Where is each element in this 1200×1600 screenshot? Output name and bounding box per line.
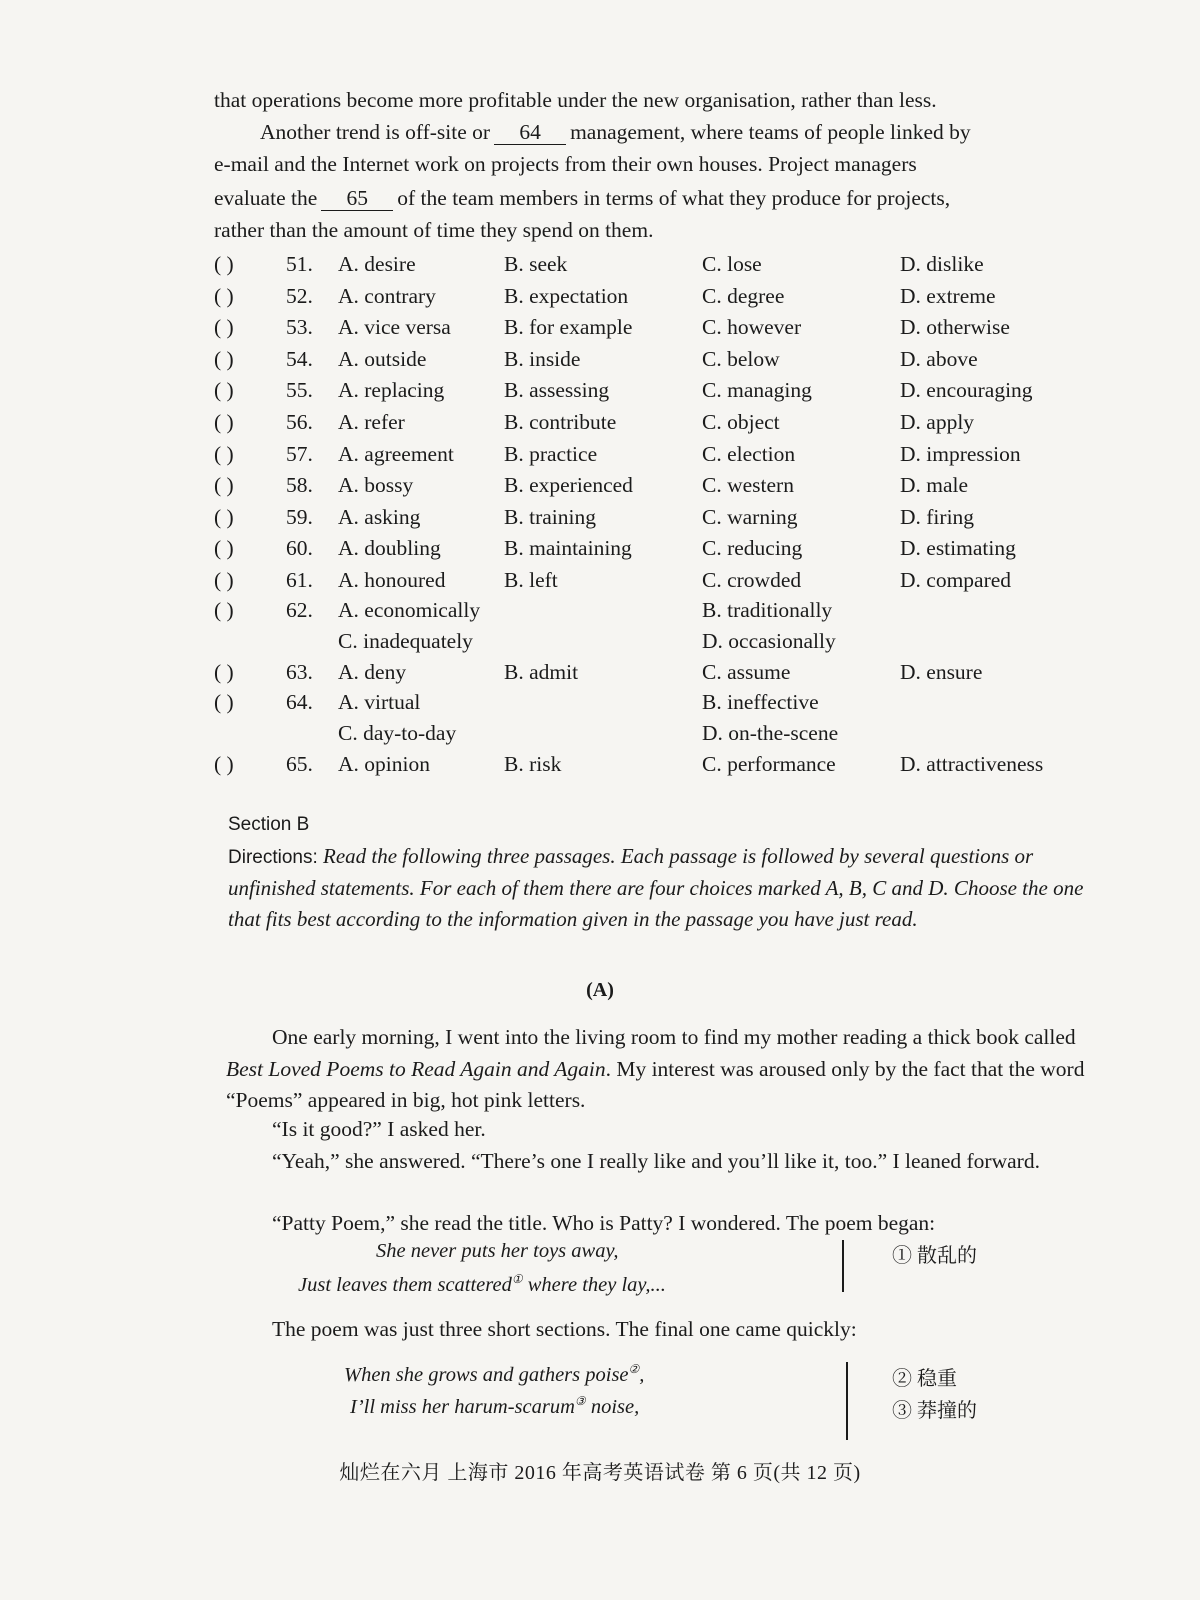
option-b: B. risk	[504, 752, 562, 776]
text-fragment: I’ll miss her harum-scarum	[350, 1395, 575, 1418]
option-b: B. maintaining	[504, 536, 632, 561]
option-c: C. however	[702, 315, 802, 340]
option-d: D. dislike	[900, 252, 984, 276]
option-b: B. assessing	[504, 378, 610, 403]
text-line: rather than the amount of time they spend on them.	[214, 218, 654, 242]
option-a: A. asking	[338, 504, 421, 529]
option-c: C. reducing	[702, 536, 803, 561]
answer-paren[interactable]: ( )	[214, 410, 234, 434]
poem-line: She never puts her toys away,	[376, 1240, 619, 1262]
passage-paragraph: “Yeah,” she answered. “There’s one I really like and you’ll like it, too.” I leaned forward.	[272, 1149, 1040, 1173]
option-c: C. warning	[702, 504, 798, 529]
option-a: A. desire	[338, 252, 416, 276]
option-a: A. vice versa	[338, 315, 451, 340]
option-a: A. virtual	[338, 690, 421, 714]
text-fragment: where they lay,...	[522, 1273, 666, 1296]
passage-label: (A)	[586, 979, 614, 1001]
answer-paren[interactable]: ( )	[214, 660, 234, 684]
option-c: C. managing	[702, 378, 812, 403]
question-row	[214, 406, 1114, 438]
option-c: C. performance	[702, 752, 836, 776]
option-a: A. refer	[338, 410, 405, 434]
blank-64: 64	[494, 120, 566, 145]
question-number: 61.	[286, 568, 313, 592]
question-row	[214, 469, 1114, 501]
passage-paragraph: “Is it good?” I asked her.	[272, 1117, 486, 1141]
question-number: 58.	[286, 473, 313, 498]
option-b: B. expectation	[504, 283, 629, 308]
option-b: B. inside	[504, 346, 581, 371]
option-a: A. honoured	[338, 568, 446, 592]
option-d: D. encouraging	[900, 378, 1033, 403]
option-a: A. opinion	[338, 752, 430, 776]
option-d: D. attractiveness	[900, 752, 1044, 776]
answer-paren[interactable]: ( )	[214, 346, 234, 371]
question-number: 52.	[286, 283, 313, 308]
option-d: D. above	[900, 346, 978, 371]
option-c: C. inadequately	[338, 629, 473, 653]
question-number: 55.	[286, 378, 313, 403]
option-c: C. western	[702, 473, 794, 498]
text-line: that operations become more profitable under the new organisation, rather than less.	[214, 88, 937, 112]
option-d: D. impression	[900, 441, 1021, 466]
answer-paren[interactable]: ( )	[214, 473, 234, 498]
question-row	[214, 311, 1114, 343]
question-row	[214, 532, 1114, 564]
question-number: 53.	[286, 315, 313, 340]
text-fragment: noise,	[585, 1395, 640, 1418]
option-b: B. training	[504, 504, 596, 529]
option-d: D. male	[900, 473, 969, 498]
option-c: C. lose	[702, 252, 762, 276]
option-a: A. doubling	[338, 536, 441, 561]
book-title: Best Loved Poems to Read Again and Again	[226, 1056, 606, 1081]
question-row	[214, 594, 1114, 626]
answer-paren[interactable]: ( )	[214, 378, 234, 403]
text-fragment: . My interest was aroused only by the fact that the word “Poems” appeared in big, hot pink letters.	[226, 1056, 1085, 1112]
answer-paren[interactable]: ( )	[214, 598, 234, 622]
option-b: B. experienced	[504, 473, 633, 498]
option-d: D. estimating	[900, 536, 1016, 561]
option-b: B. traditionally	[702, 598, 833, 622]
text-fragment: Just leaves them scattered	[298, 1273, 512, 1296]
answer-paren[interactable]: ( )	[214, 504, 234, 529]
question-number: 56.	[286, 410, 313, 434]
answer-paren[interactable]: ( )	[214, 441, 234, 466]
text-fragment: management, where teams of people linked by	[570, 120, 971, 144]
passage-paragraph: “Patty Poem,” she read the title. Who is Patty? I wondered. The poem began:	[272, 1211, 936, 1235]
directions-text: Read the following three passages. Each passage is followed by several questions or unfinished statements. For each of them there are four choices marked A, B, C and D. Choose the one that fits best according to the information given in the passage you have just read.	[228, 844, 1084, 931]
question-row-continued	[214, 717, 1114, 749]
option-c: C. assume	[702, 660, 791, 684]
option-c: C. degree	[702, 283, 785, 308]
question-row	[214, 374, 1114, 406]
question-row	[214, 343, 1114, 375]
paragraph-line	[214, 116, 1114, 148]
question-number: 54.	[286, 346, 313, 371]
answer-paren[interactable]: ( )	[214, 283, 234, 308]
option-b: B. admit	[504, 660, 579, 684]
option-b: B. seek	[504, 252, 568, 276]
option-d: D. ensure	[900, 660, 983, 684]
poem-line	[344, 1362, 644, 1387]
option-d: D. otherwise	[900, 315, 1010, 340]
answer-paren[interactable]: ( )	[214, 315, 234, 340]
question-row	[214, 280, 1114, 312]
option-b: B. for example	[504, 315, 633, 340]
question-row	[214, 248, 1114, 280]
option-c: C. object	[702, 410, 780, 434]
gloss: ② 稳重	[892, 1368, 957, 1390]
question-number: 59.	[286, 504, 313, 529]
question-row-continued	[214, 625, 1114, 657]
question-number: 65.	[286, 752, 313, 776]
option-b: B. left	[504, 568, 558, 592]
option-d: D. compared	[900, 568, 1012, 592]
section-title: Section B	[228, 814, 310, 835]
question-row	[214, 501, 1114, 533]
text-fragment: of the team members in terms of what they produce for projects,	[397, 186, 951, 210]
gloss: ③ 莽撞的	[892, 1400, 977, 1422]
passage-paragraph: The poem was just three short sections. The final one came quickly:	[272, 1317, 857, 1341]
option-d: D. apply	[900, 410, 975, 434]
text-fragment: Another trend is off-site or	[260, 120, 491, 144]
footnote-marker: ②	[628, 1362, 640, 1376]
gloss-divider	[842, 1240, 844, 1292]
question-number: 51.	[286, 252, 313, 276]
text-fragment: evaluate the	[214, 186, 318, 210]
option-a: A. bossy	[338, 473, 414, 498]
poem-line	[350, 1394, 639, 1419]
option-c: C. below	[702, 346, 780, 371]
option-a: A. agreement	[338, 441, 454, 466]
question-row	[214, 438, 1114, 470]
blank-65: 65	[321, 186, 393, 211]
answer-paren[interactable]: ( )	[214, 252, 234, 276]
question-number: 63.	[286, 660, 313, 684]
gloss: ① 散乱的	[892, 1245, 977, 1267]
option-b: B. contribute	[504, 410, 617, 434]
option-d: D. on-the-scene	[702, 721, 839, 745]
poem-line	[298, 1272, 666, 1297]
option-b: B. practice	[504, 441, 598, 466]
option-a: A. contrary	[338, 283, 436, 308]
question-number: 64.	[286, 690, 313, 714]
option-c: C. crowded	[702, 568, 802, 592]
option-c: C. day-to-day	[338, 721, 457, 745]
directions-label: Directions:	[228, 847, 318, 868]
option-a: A. economically	[338, 598, 481, 622]
option-d: D. firing	[900, 504, 975, 529]
option-a: A. outside	[338, 346, 427, 371]
answer-paren[interactable]: ( )	[214, 752, 234, 776]
option-d: D. extreme	[900, 283, 996, 308]
question-row	[214, 686, 1114, 718]
text-fragment: ,	[639, 1363, 645, 1386]
question-number: 62.	[286, 598, 313, 622]
question-row	[214, 748, 1114, 780]
option-c: C. election	[702, 441, 796, 466]
text-line: e-mail and the Internet work on projects from their own houses. Project managers	[214, 152, 917, 176]
question-row	[214, 656, 1114, 688]
question-number: 57.	[286, 441, 313, 466]
directions	[228, 841, 1110, 935]
footnote-marker: ③	[574, 1394, 586, 1408]
paragraph-line	[214, 182, 1114, 214]
option-b: B. ineffective	[702, 690, 819, 714]
footnote-marker: ①	[511, 1272, 523, 1286]
question-row	[214, 564, 1114, 596]
answer-paren[interactable]: ( )	[214, 690, 234, 714]
answer-paren[interactable]: ( )	[214, 536, 234, 561]
gloss-divider	[846, 1362, 848, 1440]
text-fragment: One early morning, I went into the living room to find my mother reading a thick book called	[272, 1025, 1076, 1049]
option-a: A. deny	[338, 660, 407, 684]
option-a: A. replacing	[338, 378, 445, 403]
answer-paren[interactable]: ( )	[214, 568, 234, 592]
page-footer: 灿烂在六月 上海市 2016 年高考英语试卷 第 6 页(共 12 页)	[339, 1462, 861, 1484]
passage-paragraph	[226, 1022, 1112, 1117]
text-fragment: When she grows and gathers poise	[344, 1363, 629, 1386]
question-number: 60.	[286, 536, 313, 561]
option-d: D. occasionally	[702, 629, 836, 653]
